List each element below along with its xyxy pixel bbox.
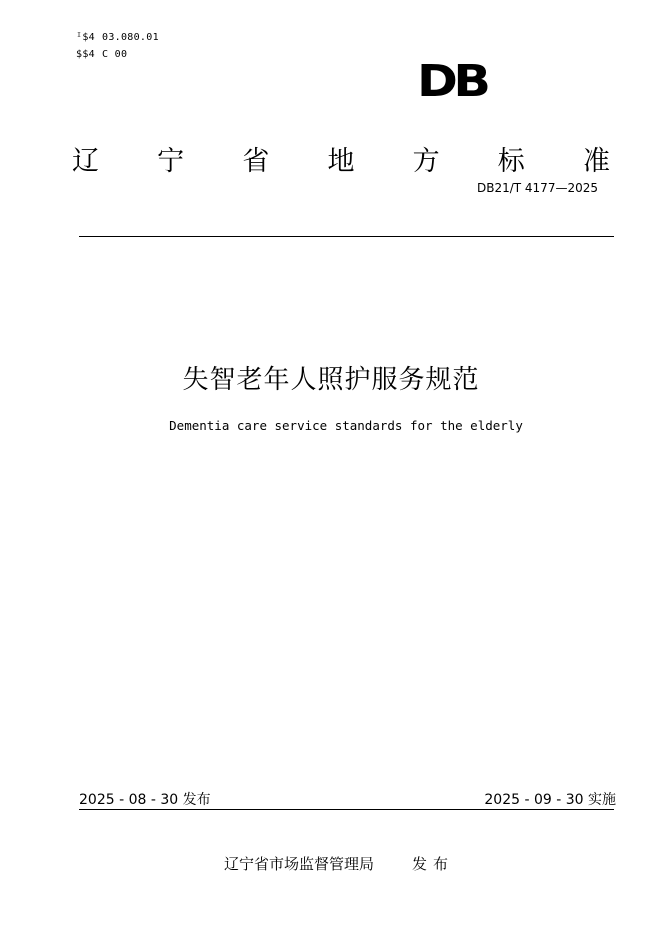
ics-label: ᴵ$4 (76, 32, 95, 43)
ics-code: 03.080.01 (102, 32, 159, 43)
db-logo: DB (417, 56, 487, 107)
release-date: 2025 - 08 - 30 发布 (79, 792, 211, 808)
standard-type-char: 地 (327, 146, 355, 177)
publisher: 辽宁省市场监督管理局 (224, 855, 375, 873)
header-divider (79, 236, 614, 237)
standard-type-title (72, 146, 610, 178)
ccs-classification (76, 49, 127, 60)
effective-date: 2025 - 09 - 30 实施 (484, 792, 616, 808)
ccs-label: $$4 (76, 49, 95, 60)
standard-type-char: 标 (497, 146, 525, 177)
standard-type-char: 辽 (72, 146, 99, 177)
ccs-code: C 00 (102, 49, 128, 60)
footer-divider (79, 809, 614, 810)
document-title: 失智老年人照护服务规范 (182, 365, 480, 395)
ics-classification (76, 32, 159, 43)
standard-type-char: 准 (582, 146, 610, 177)
standard-type-char: 宁 (157, 146, 185, 177)
standard-code: DB21/T 4177—2025 (476, 181, 598, 195)
standard-type-char: 省 (242, 146, 270, 177)
publish-label: 发布 (412, 855, 455, 873)
standard-type-char: 方 (412, 146, 440, 177)
document-title-english: Dementia care service standards for the elderly (169, 418, 523, 433)
